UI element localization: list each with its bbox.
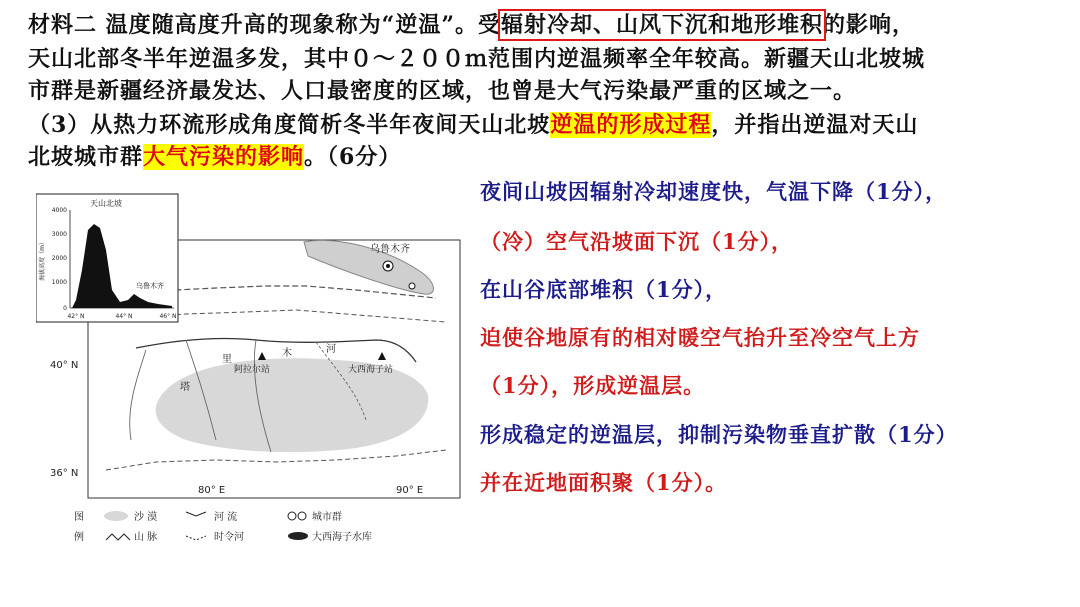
answer-line-6: 形成稳定的逆温层，抑制污染物垂直扩散（1分）: [480, 422, 958, 447]
answer-line-1: 夜间山坡因辐射冷却速度快，气温下降（1分），: [480, 179, 948, 204]
question-text: （3）从热力环流形成角度简析冬半年夜间天山北坡: [28, 112, 551, 138]
legend-tu: 图: [74, 512, 84, 523]
urumqi-label: 乌鲁木齐: [370, 244, 410, 255]
answer-line-3: 在山谷底部堆积（1分），: [480, 277, 728, 302]
river-name-char: 木: [282, 348, 292, 359]
inset-xtick: 44° N: [115, 313, 133, 320]
map-svg: [36, 190, 466, 545]
latitude-36-label: 36° N: [50, 468, 79, 479]
reservoir-legend-icon: [288, 532, 308, 540]
answer-line-4: 迫使谷地原有的相对暖空气抬升至冷空气上方: [480, 325, 920, 350]
highlight-keyword: 逆温的形成过程: [550, 112, 712, 138]
material-line-1: [28, 10, 915, 40]
inset-ytick: 4000: [51, 207, 67, 214]
seasonal-river-legend-icon: [186, 536, 206, 540]
question-text: 。（6分）: [304, 144, 402, 170]
legend-reservoir: 大西海子水库: [312, 532, 372, 543]
longitude-90-label: 90° E: [396, 485, 424, 496]
legend-li: 例: [74, 532, 84, 543]
desert-legend-icon: [104, 511, 128, 521]
longitude-80-label: 80° E: [198, 485, 226, 496]
mountain-legend-icon: [106, 534, 130, 540]
material-line-3: 市群是新疆经济最发达、人口最密度的区域，也曾是大气污染最严重的区域之一。: [28, 78, 857, 104]
answer-line-5: （1分），形成逆温层。: [480, 373, 706, 398]
inset-xtick: 42° N: [67, 313, 85, 320]
latitude-40-label: 40° N: [50, 360, 79, 371]
material-line-2: 天山北部冬半年逆温多发，其中０～２００ｍ范围内逆温频率全年较高。新疆天山北坡城: [28, 46, 926, 72]
boxed-keyword: 辐射冷却、山风下沉和地形堆积: [500, 12, 823, 38]
material-text: 材料二 温度随高度升高的现象称为“逆温”。受: [28, 12, 501, 38]
material-text: 的影响，: [823, 12, 916, 38]
inset-xtick: 46° N: [159, 313, 177, 320]
city-legend-icon: [288, 512, 296, 520]
inset-ytick: 1000: [51, 279, 67, 286]
station-daxihaizi-label: 大西海子站: [348, 365, 394, 375]
question-text: ，并指出逆温对天山: [711, 112, 919, 138]
city-legend-icon: [298, 512, 306, 520]
legend-desert: 沙 漠: [134, 512, 158, 523]
question-line-2: [28, 142, 401, 172]
station-aral-label: 阿拉尔站: [234, 365, 271, 375]
inset-city-label: 乌鲁木齐: [136, 282, 164, 290]
legend-seasonal-river: 时令河: [214, 532, 244, 543]
river-name-char: 里: [222, 354, 232, 365]
urumqi-city-dot-icon: [386, 264, 390, 268]
city-icon: [409, 283, 415, 289]
legend-river: 河 流: [214, 512, 238, 523]
answer-line-7: 并在近地面积聚（1分）。: [480, 470, 728, 495]
basin-name-char: 塔: [180, 382, 190, 393]
legend-mountain: 山 脉: [134, 532, 158, 543]
river-legend-icon: [186, 512, 206, 516]
inset-ytick: 2000: [51, 255, 67, 262]
highlight-keyword: 大气污染的影响: [143, 144, 305, 170]
inset-title: 天山北坡: [90, 199, 122, 208]
legend-city: 城市群: [312, 512, 342, 523]
inset-ytick: 0: [63, 305, 67, 312]
tianshan-map-figure: [36, 190, 466, 545]
question-text: 北坡城市群: [28, 144, 144, 170]
river-name-char: 河: [326, 344, 336, 355]
inset-ylabel: 海拔高度（m）: [39, 239, 46, 281]
question-line-1: [28, 110, 918, 140]
answer-line-2: （冷）空气沿坡面下沉（1分），: [480, 229, 794, 254]
inset-ytick: 3000: [51, 231, 67, 238]
